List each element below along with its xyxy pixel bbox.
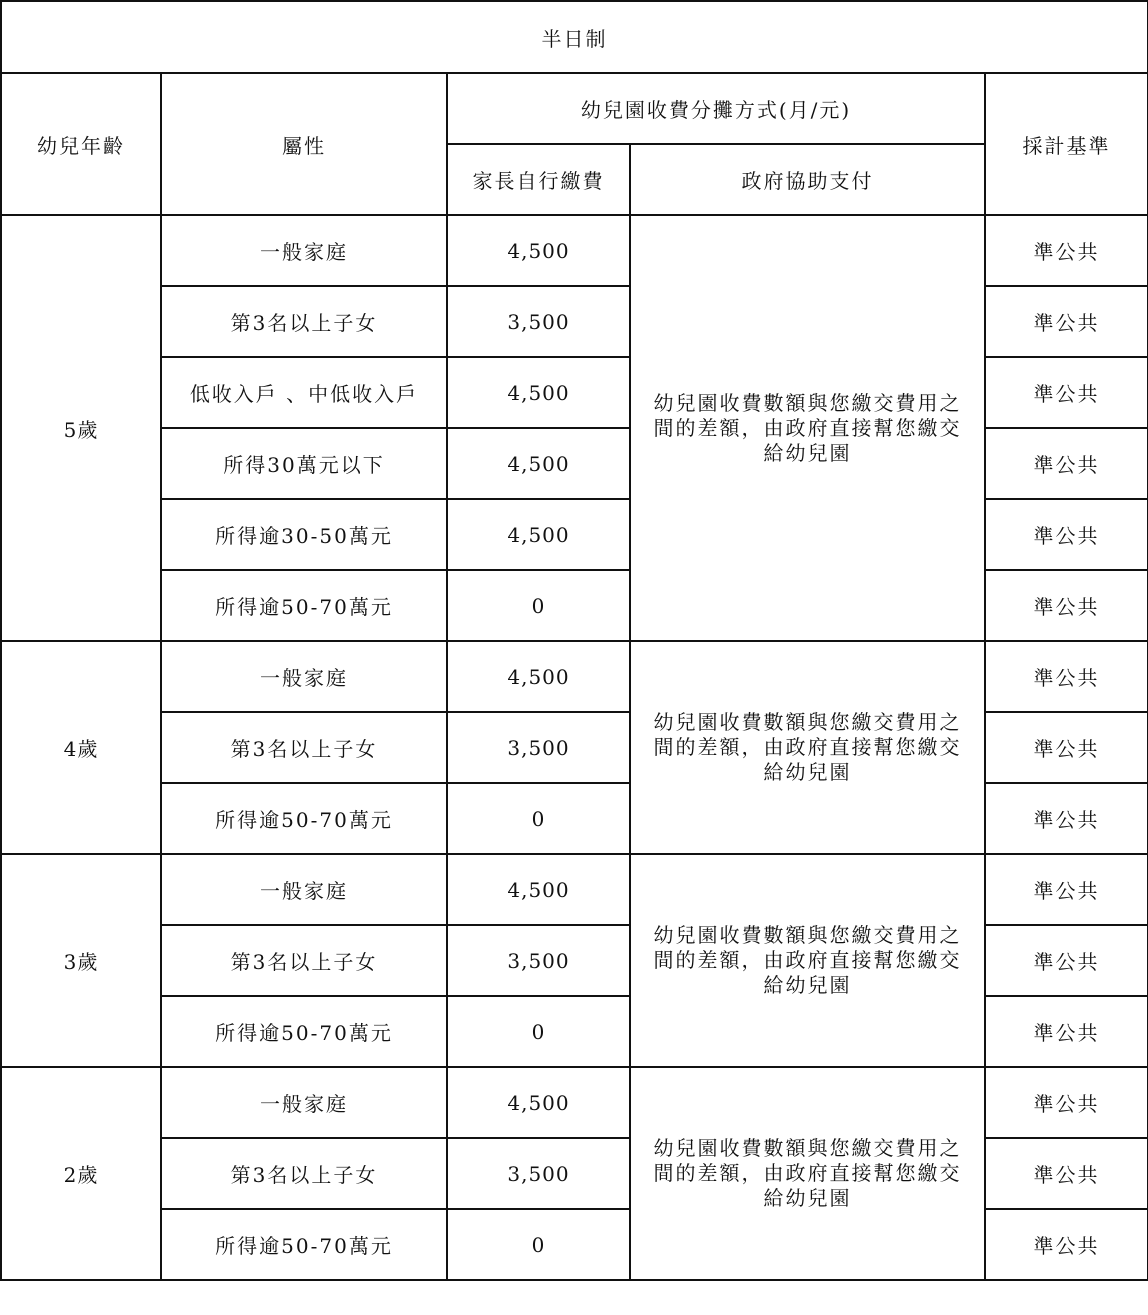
- attribute-cell: 所得逾30-50萬元: [161, 499, 447, 570]
- parent-pay-cell: 4,500: [447, 357, 630, 428]
- attribute-cell: 低收入戶 、中低收入戶: [161, 357, 447, 428]
- table-title: 半日制: [1, 1, 1148, 73]
- age-cell: 5歲: [1, 215, 161, 641]
- gov-pay-note: 幼兒園收費數額與您繳交費用之間的差額，由政府直接幫您繳交給幼兒園: [630, 641, 985, 854]
- header-age: 幼兒年齡: [1, 73, 161, 215]
- attribute-cell: 第3名以上子女: [161, 286, 447, 357]
- header-fee-split: 幼兒園收費分攤方式(月/元): [447, 73, 985, 144]
- standard-cell: 準公共: [985, 499, 1148, 570]
- attribute-cell: 一般家庭: [161, 1067, 447, 1138]
- header-gov-pay: 政府協助支付: [630, 144, 985, 215]
- standard-cell: 準公共: [985, 641, 1148, 712]
- attribute-cell: 所得逾50-70萬元: [161, 1209, 447, 1280]
- table-body: [1, 215, 1148, 1280]
- standard-cell: 準公共: [985, 854, 1148, 925]
- standard-cell: 準公共: [985, 570, 1148, 641]
- standard-cell: 準公共: [985, 712, 1148, 783]
- parent-pay-cell: 4,500: [447, 854, 630, 925]
- gov-pay-note: 幼兒園收費數額與您繳交費用之間的差額，由政府直接幫您繳交給幼兒園: [630, 854, 985, 1067]
- attribute-cell: 所得逾50-70萬元: [161, 570, 447, 641]
- table-row: [1, 215, 1148, 286]
- parent-pay-cell: 4,500: [447, 499, 630, 570]
- attribute-cell: 一般家庭: [161, 641, 447, 712]
- standard-cell: 準公共: [985, 925, 1148, 996]
- attribute-cell: 第3名以上子女: [161, 925, 447, 996]
- parent-pay-cell: 3,500: [447, 925, 630, 996]
- standard-cell: 準公共: [985, 286, 1148, 357]
- attribute-cell: 一般家庭: [161, 215, 447, 286]
- standard-cell: 準公共: [985, 996, 1148, 1067]
- table-row: [1, 641, 1148, 712]
- parent-pay-cell: 0: [447, 996, 630, 1067]
- attribute-cell: 一般家庭: [161, 854, 447, 925]
- parent-pay-cell: 0: [447, 1209, 630, 1280]
- gov-pay-note: 幼兒園收費數額與您繳交費用之間的差額，由政府直接幫您繳交給幼兒園: [630, 215, 985, 641]
- standard-cell: 準公共: [985, 1138, 1148, 1209]
- header-attribute: 屬性: [161, 73, 447, 215]
- table-head: [1, 1, 1148, 215]
- parent-pay-cell: 3,500: [447, 286, 630, 357]
- header-parent-pay: 家長自行繳費: [447, 144, 630, 215]
- parent-pay-cell: 4,500: [447, 641, 630, 712]
- age-cell: 4歲: [1, 641, 161, 854]
- attribute-cell: 所得30萬元以下: [161, 428, 447, 499]
- standard-cell: 準公共: [985, 428, 1148, 499]
- title-row: [1, 1, 1148, 73]
- parent-pay-cell: 4,500: [447, 428, 630, 499]
- table-row: [1, 1067, 1148, 1138]
- parent-pay-cell: 4,500: [447, 215, 630, 286]
- parent-pay-cell: 0: [447, 783, 630, 854]
- attribute-cell: 所得逾50-70萬元: [161, 996, 447, 1067]
- header-row-1: [1, 73, 1148, 144]
- header-standard: 採計基準: [985, 73, 1148, 215]
- age-cell: 2歲: [1, 1067, 161, 1280]
- gov-pay-note: 幼兒園收費數額與您繳交費用之間的差額，由政府直接幫您繳交給幼兒園: [630, 1067, 985, 1280]
- age-cell: 3歲: [1, 854, 161, 1067]
- attribute-cell: 第3名以上子女: [161, 1138, 447, 1209]
- standard-cell: 準公共: [985, 783, 1148, 854]
- table-row: [1, 854, 1148, 925]
- parent-pay-cell: 0: [447, 570, 630, 641]
- attribute-cell: 所得逾50-70萬元: [161, 783, 447, 854]
- parent-pay-cell: 3,500: [447, 712, 630, 783]
- standard-cell: 準公共: [985, 215, 1148, 286]
- attribute-cell: 第3名以上子女: [161, 712, 447, 783]
- parent-pay-cell: 4,500: [447, 1067, 630, 1138]
- standard-cell: 準公共: [985, 1067, 1148, 1138]
- standard-cell: 準公共: [985, 1209, 1148, 1280]
- parent-pay-cell: 3,500: [447, 1138, 630, 1209]
- standard-cell: 準公共: [985, 357, 1148, 428]
